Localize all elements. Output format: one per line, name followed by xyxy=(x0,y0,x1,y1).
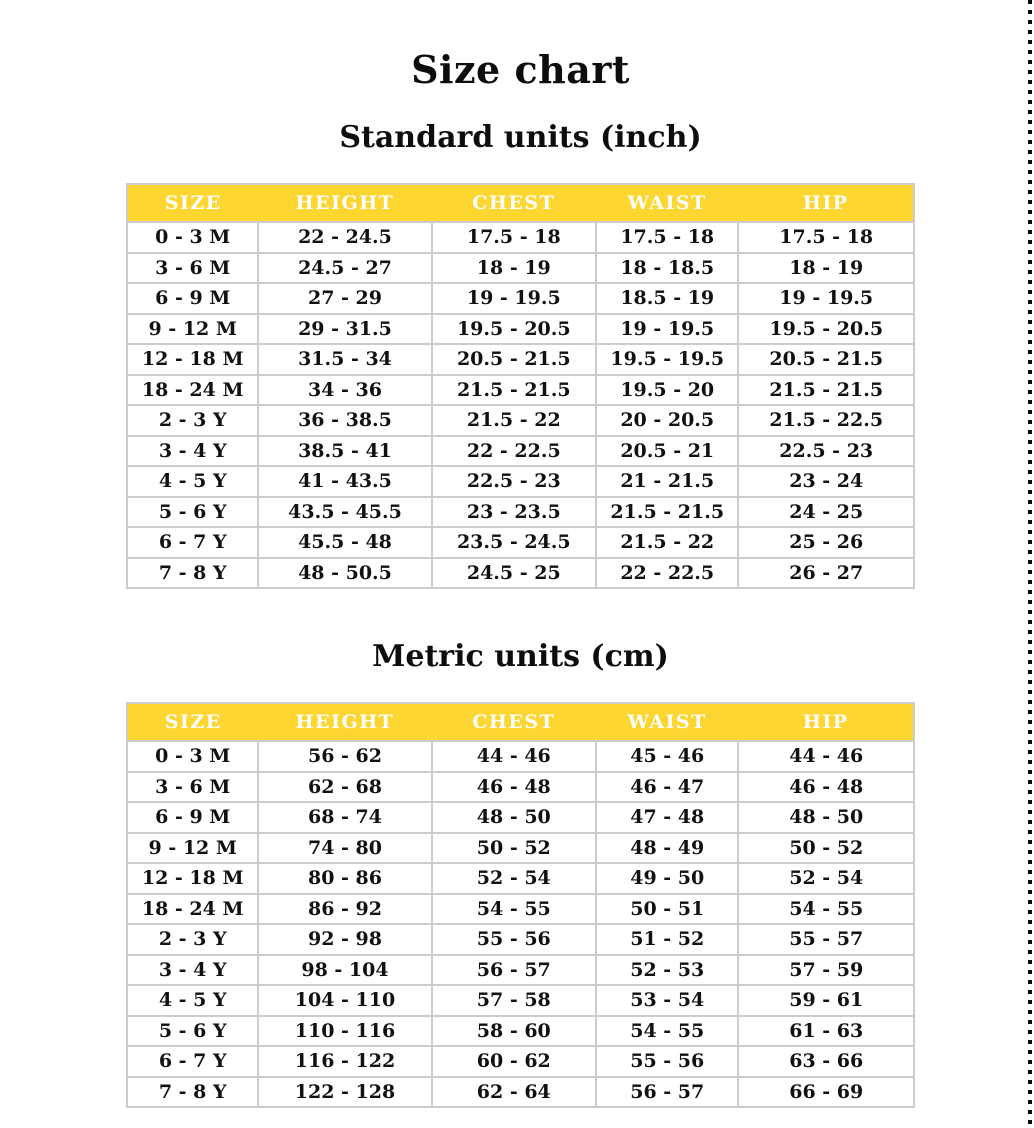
size-cell: 18 - 24 M xyxy=(127,375,258,406)
range-cell: 45.5 - 48 xyxy=(258,527,431,558)
table-row xyxy=(127,1016,914,1047)
range-cell: 48 - 50.5 xyxy=(258,558,431,589)
column-header-waist: WAIST xyxy=(596,703,738,741)
range-cell: 21.5 - 22 xyxy=(596,527,738,558)
range-cell: 17.5 - 18 xyxy=(432,222,596,253)
range-cell: 62 - 68 xyxy=(258,772,431,803)
size-cell: 12 - 18 M xyxy=(127,863,258,894)
range-cell: 63 - 66 xyxy=(738,1046,914,1077)
range-cell: 18 - 19 xyxy=(738,253,914,284)
size-cell: 5 - 6 Y xyxy=(127,497,258,528)
size-table-inch xyxy=(126,183,915,589)
table-row xyxy=(127,405,914,436)
range-cell: 58 - 60 xyxy=(432,1016,596,1047)
range-cell: 34 - 36 xyxy=(258,375,431,406)
range-cell: 46 - 47 xyxy=(596,772,738,803)
range-cell: 49 - 50 xyxy=(596,863,738,894)
range-cell: 21.5 - 22.5 xyxy=(738,405,914,436)
range-cell: 46 - 48 xyxy=(738,772,914,803)
table-row xyxy=(127,222,914,253)
size-cell: 6 - 7 Y xyxy=(127,1046,258,1077)
table-row xyxy=(127,1046,914,1077)
table-row xyxy=(127,314,914,345)
range-cell: 24 - 25 xyxy=(738,497,914,528)
range-cell: 55 - 56 xyxy=(596,1046,738,1077)
range-cell: 56 - 57 xyxy=(432,955,596,986)
range-cell: 116 - 122 xyxy=(258,1046,431,1077)
range-cell: 60 - 62 xyxy=(432,1046,596,1077)
table-row xyxy=(127,497,914,528)
range-cell: 44 - 46 xyxy=(738,741,914,772)
size-cell: 5 - 6 Y xyxy=(127,1016,258,1047)
range-cell: 104 - 110 xyxy=(258,985,431,1016)
range-cell: 54 - 55 xyxy=(432,894,596,925)
range-cell: 19.5 - 20.5 xyxy=(738,314,914,345)
size-cell: 3 - 4 Y xyxy=(127,436,258,467)
table-row xyxy=(127,436,914,467)
table-row xyxy=(127,985,914,1016)
range-cell: 23.5 - 24.5 xyxy=(432,527,596,558)
range-cell: 21.5 - 22 xyxy=(432,405,596,436)
size-cell: 2 - 3 Y xyxy=(127,924,258,955)
range-cell: 17.5 - 18 xyxy=(596,222,738,253)
range-cell: 61 - 63 xyxy=(738,1016,914,1047)
size-cell: 3 - 4 Y xyxy=(127,955,258,986)
column-header-size: SIZE xyxy=(127,184,258,222)
range-cell: 68 - 74 xyxy=(258,802,431,833)
range-cell: 22 - 24.5 xyxy=(258,222,431,253)
range-cell: 43.5 - 45.5 xyxy=(258,497,431,528)
column-header-hip: HIP xyxy=(738,184,914,222)
size-cell: 4 - 5 Y xyxy=(127,466,258,497)
range-cell: 21 - 21.5 xyxy=(596,466,738,497)
range-cell: 57 - 58 xyxy=(432,985,596,1016)
column-header-waist: WAIST xyxy=(596,184,738,222)
size-cell: 9 - 12 M xyxy=(127,314,258,345)
range-cell: 56 - 62 xyxy=(258,741,431,772)
range-cell: 20.5 - 21.5 xyxy=(738,344,914,375)
range-cell: 55 - 57 xyxy=(738,924,914,955)
range-cell: 18 - 19 xyxy=(432,253,596,284)
range-cell: 23 - 24 xyxy=(738,466,914,497)
size-cell: 6 - 7 Y xyxy=(127,527,258,558)
range-cell: 19 - 19.5 xyxy=(738,283,914,314)
table-row xyxy=(127,772,914,803)
range-cell: 80 - 86 xyxy=(258,863,431,894)
range-cell: 55 - 56 xyxy=(432,924,596,955)
table-row xyxy=(127,466,914,497)
range-cell: 19 - 19.5 xyxy=(432,283,596,314)
table-row xyxy=(127,375,914,406)
range-cell: 20.5 - 21.5 xyxy=(432,344,596,375)
size-cell: 0 - 3 M xyxy=(127,741,258,772)
range-cell: 20 - 20.5 xyxy=(596,405,738,436)
size-cell: 0 - 3 M xyxy=(127,222,258,253)
size-cell: 6 - 9 M xyxy=(127,283,258,314)
table-row xyxy=(127,833,914,864)
column-header-chest: CHEST xyxy=(432,703,596,741)
range-cell: 50 - 52 xyxy=(738,833,914,864)
range-cell: 22 - 22.5 xyxy=(432,436,596,467)
table-row xyxy=(127,558,914,589)
header-row xyxy=(127,184,914,222)
range-cell: 18.5 - 19 xyxy=(596,283,738,314)
range-cell: 23 - 23.5 xyxy=(432,497,596,528)
size-cell: 12 - 18 M xyxy=(127,344,258,375)
section-title-inch: Standard units (inch) xyxy=(339,120,702,155)
range-cell: 21.5 - 21.5 xyxy=(738,375,914,406)
range-cell: 41 - 43.5 xyxy=(258,466,431,497)
range-cell: 51 - 52 xyxy=(596,924,738,955)
range-cell: 57 - 59 xyxy=(738,955,914,986)
size-table-metric xyxy=(126,702,915,1108)
size-cell: 3 - 6 M xyxy=(127,253,258,284)
column-header-height: HEIGHT xyxy=(258,703,431,741)
range-cell: 19.5 - 20.5 xyxy=(432,314,596,345)
range-cell: 19.5 - 20 xyxy=(596,375,738,406)
range-cell: 19 - 19.5 xyxy=(596,314,738,345)
range-cell: 86 - 92 xyxy=(258,894,431,925)
size-cell: 4 - 5 Y xyxy=(127,985,258,1016)
range-cell: 110 - 116 xyxy=(258,1016,431,1047)
range-cell: 22.5 - 23 xyxy=(738,436,914,467)
column-header-chest: CHEST xyxy=(432,184,596,222)
content-area xyxy=(126,0,915,1108)
size-cell: 18 - 24 M xyxy=(127,894,258,925)
range-cell: 24.5 - 27 xyxy=(258,253,431,284)
size-cell: 7 - 8 Y xyxy=(127,1077,258,1108)
section-title-metric: Metric units (cm) xyxy=(372,639,669,674)
dotted-tear-line xyxy=(1028,0,1032,1128)
range-cell: 24.5 - 25 xyxy=(432,558,596,589)
range-cell: 22 - 22.5 xyxy=(596,558,738,589)
size-cell: 6 - 9 M xyxy=(127,802,258,833)
range-cell: 59 - 61 xyxy=(738,985,914,1016)
range-cell: 18 - 18.5 xyxy=(596,253,738,284)
range-cell: 62 - 64 xyxy=(432,1077,596,1108)
range-cell: 36 - 38.5 xyxy=(258,405,431,436)
range-cell: 52 - 53 xyxy=(596,955,738,986)
range-cell: 48 - 50 xyxy=(738,802,914,833)
table-row xyxy=(127,283,914,314)
range-cell: 50 - 52 xyxy=(432,833,596,864)
range-cell: 21.5 - 21.5 xyxy=(432,375,596,406)
range-cell: 92 - 98 xyxy=(258,924,431,955)
range-cell: 26 - 27 xyxy=(738,558,914,589)
table-row xyxy=(127,955,914,986)
range-cell: 74 - 80 xyxy=(258,833,431,864)
range-cell: 47 - 48 xyxy=(596,802,738,833)
column-header-size: SIZE xyxy=(127,703,258,741)
range-cell: 50 - 51 xyxy=(596,894,738,925)
range-cell: 17.5 - 18 xyxy=(738,222,914,253)
range-cell: 29 - 31.5 xyxy=(258,314,431,345)
table-row xyxy=(127,802,914,833)
range-cell: 48 - 50 xyxy=(432,802,596,833)
range-cell: 54 - 55 xyxy=(596,1016,738,1047)
range-cell: 52 - 54 xyxy=(432,863,596,894)
size-cell: 2 - 3 Y xyxy=(127,405,258,436)
range-cell: 45 - 46 xyxy=(596,741,738,772)
range-cell: 20.5 - 21 xyxy=(596,436,738,467)
range-cell: 19.5 - 19.5 xyxy=(596,344,738,375)
range-cell: 54 - 55 xyxy=(738,894,914,925)
table-row xyxy=(127,344,914,375)
range-cell: 98 - 104 xyxy=(258,955,431,986)
table-row xyxy=(127,924,914,955)
range-cell: 44 - 46 xyxy=(432,741,596,772)
table-row xyxy=(127,1077,914,1108)
range-cell: 22.5 - 23 xyxy=(432,466,596,497)
size-cell: 9 - 12 M xyxy=(127,833,258,864)
range-cell: 31.5 - 34 xyxy=(258,344,431,375)
range-cell: 52 - 54 xyxy=(738,863,914,894)
column-header-height: HEIGHT xyxy=(258,184,431,222)
range-cell: 21.5 - 21.5 xyxy=(596,497,738,528)
size-cell: 3 - 6 M xyxy=(127,772,258,803)
range-cell: 38.5 - 41 xyxy=(258,436,431,467)
table-row xyxy=(127,527,914,558)
table-row xyxy=(127,741,914,772)
size-cell: 7 - 8 Y xyxy=(127,558,258,589)
range-cell: 66 - 69 xyxy=(738,1077,914,1108)
range-cell: 56 - 57 xyxy=(596,1077,738,1108)
column-header-hip: HIP xyxy=(738,703,914,741)
range-cell: 48 - 49 xyxy=(596,833,738,864)
range-cell: 53 - 54 xyxy=(596,985,738,1016)
range-cell: 122 - 128 xyxy=(258,1077,431,1108)
table-row xyxy=(127,894,914,925)
header-row xyxy=(127,703,914,741)
page-title: Size chart xyxy=(411,47,630,92)
range-cell: 27 - 29 xyxy=(258,283,431,314)
table-row xyxy=(127,863,914,894)
range-cell: 25 - 26 xyxy=(738,527,914,558)
range-cell: 46 - 48 xyxy=(432,772,596,803)
table-row xyxy=(127,253,914,284)
